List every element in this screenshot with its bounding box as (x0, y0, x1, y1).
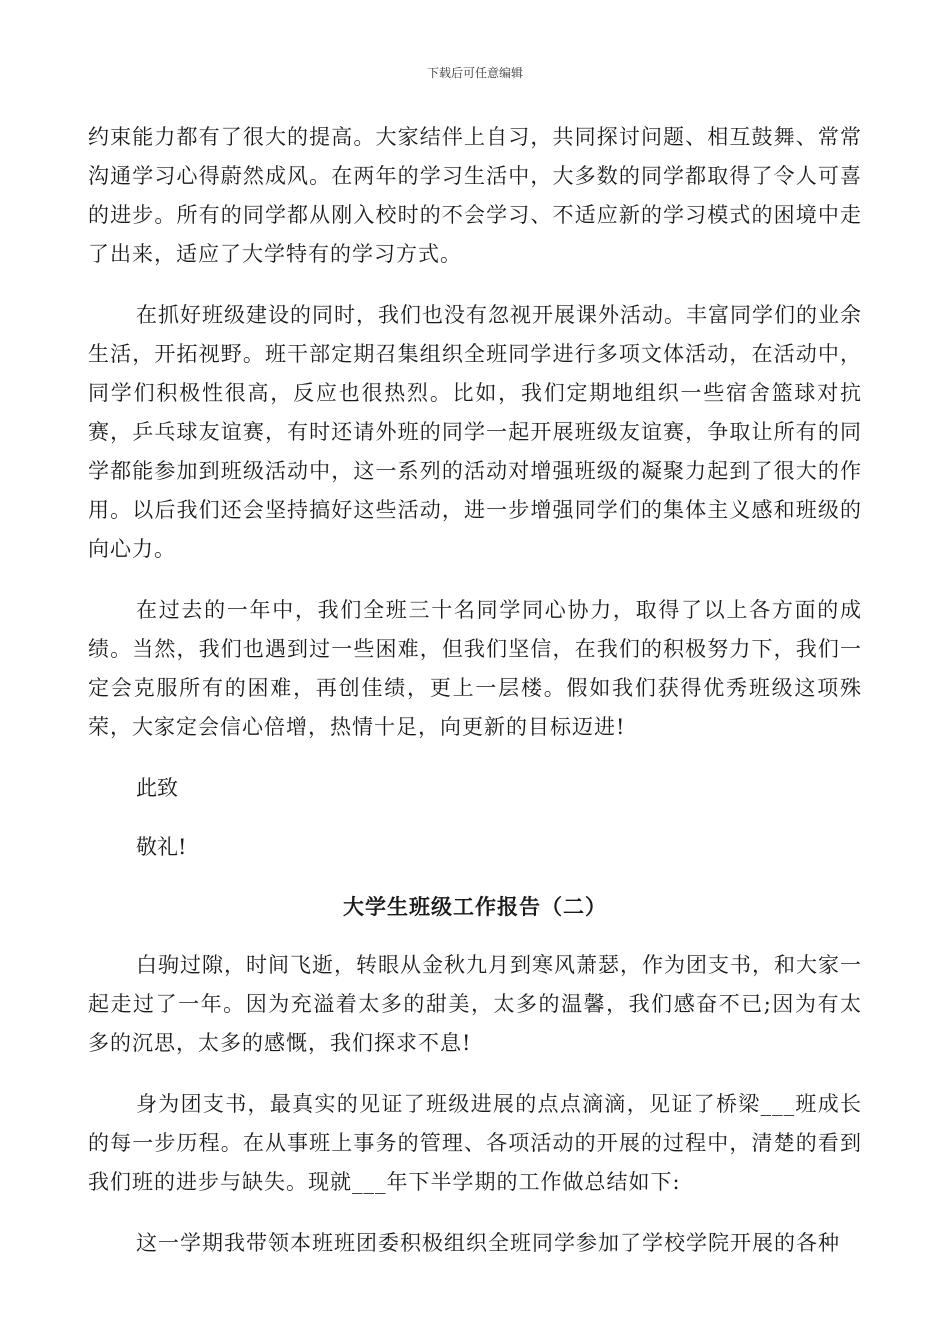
paragraph-achievements: 在过去的一年中，我们全班三十名同学同心协力，取得了以上各方面的成绩。当然，我们也遇到过一些困难，但我们坚信，在我们的积极努力下，我们一定会克服所有的困难，再创佳绩，更上一层楼。假如我们获得优秀班级这项殊荣，大家定会信心倍增，热情十足，向更新的目标迈进! (88, 598, 862, 739)
paragraph-role: 身为团支书，最真实的见证了班级进展的点点滴滴，见证了桥梁___班成长的每一步历程。在从事班上事务的管理、各项活动的开展的过程中，清楚的看到我们班的进步与缺失。现就___年下半学期的工作做总结如下: (88, 1092, 862, 1194)
document-body (88, 118, 862, 1285)
section-title: 大学生班级工作报告（二） (343, 894, 607, 919)
closing-regards: 敬礼! (136, 835, 187, 859)
paragraph-intro: 白驹过隙，时间飞逝，转眼从金秋九月到寒风萧瑟，作为团支书，和大家一起走过了一年。因为充溢着太多的甜美，太多的温馨，我们感奋不已;因为有太多的沉思，太多的感慨，我们探求不息! (88, 953, 862, 1055)
paragraph-continuation: 约束能力都有了很大的提高。大家结伴上自习，共同探讨问题、相互鼓舞、常常沟通学习心得蔚然成风。在两年的学习生活中，大多数的同学都取得了令人可喜的进步。所有的同学都从刚入校时的不会学习、不适应新的学习模式的困境中走了出来，适应了大学特有的学习方式。 (88, 125, 862, 266)
header-note: 下载后可任意编辑 (426, 66, 523, 80)
paragraph-semester: 这一学期我带领本班班团委积极组织全班同学参加了学校学院开展的各种 (136, 1231, 840, 1255)
paragraph-activities: 在抓好班级建设的同时，我们也没有忽视开展课外活动。丰富同学们的业余生活，开拓视野。班干部定期召集组织全班同学进行多项文体活动，在活动中，同学们积极性很高，反应也很热烈。比如，我们定期地组织一些宿舍篮球对抗赛，乒乓球友谊赛，有时还请外班的同学一起开展班级友谊赛，争取让所有的同学都能参加到班级活动中，这一系列的活动对增强班级的凝聚力起到了很大的作用。以后我们还会坚持搞好这些活动，进一步增强同学们的集体主义感和班级的向心力。 (88, 303, 862, 561)
closing-salutation: 此致 (136, 776, 178, 800)
